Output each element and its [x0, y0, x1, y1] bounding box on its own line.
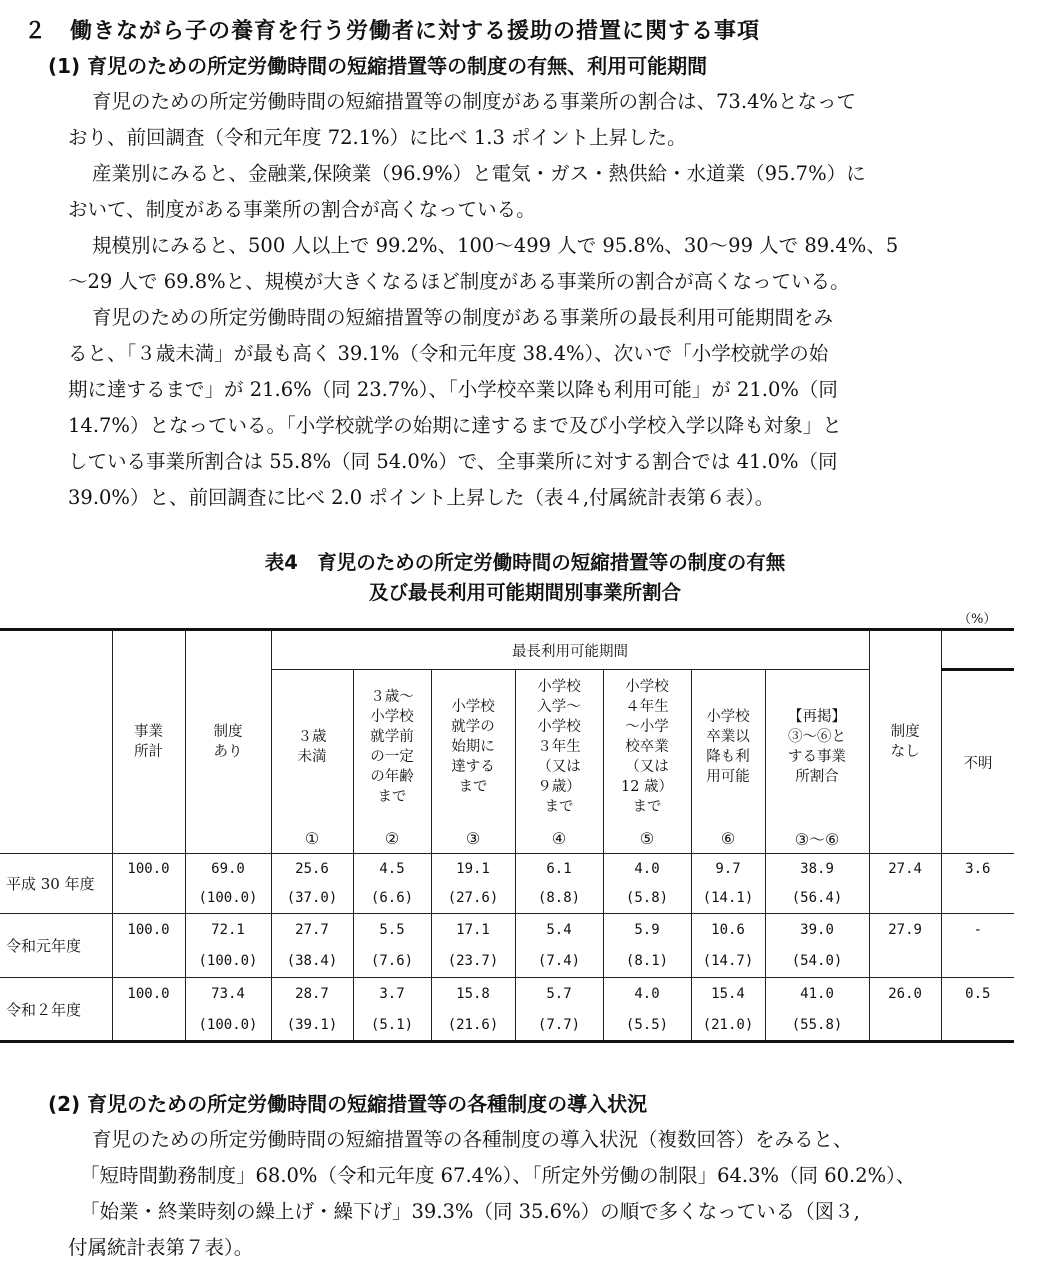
header-c5: 小学校 ４年生 ～小学 校卒業 （又は 12 歳） まで — [603, 670, 691, 824]
cell: (39.1) — [271, 1010, 353, 1042]
cell: (38.4) — [271, 946, 353, 978]
body-paragraphs-1 — [68, 84, 1018, 516]
cell: 15.8 — [431, 978, 515, 1010]
cell: (23.7) — [431, 946, 515, 978]
para3-line-1: 規模別にみると、500 人以上で 99.2%、100～499 人で 95.8%、30～99 人で 89.4%、5 — [92, 234, 899, 257]
cell: 3.6 — [941, 854, 1014, 884]
para4-line-4: 14.7%）となっている。「小学校就学の始期に達するまで及び小学校入学以降も対象」と — [68, 414, 842, 437]
section-heading: ２ 働きながら子の養育を行う労働者に対する援助の措置に関する事項 — [24, 19, 761, 44]
para5-line-3: 「始業・終業時刻の繰上げ・繰下げ」39.3%（同 35.6%）の順で多くなっている（図３, — [80, 1200, 860, 1223]
para5-line-4: 付属統計表第７表）。 — [68, 1236, 254, 1259]
cell: (100.0) — [185, 946, 271, 978]
para2-line-1: 産業別にみると、金融業,保険業（96.9%）と電気・ガス・熱供給・水道業（95.7%）に — [92, 162, 866, 185]
cell: - — [941, 914, 1014, 946]
para4-line-3: 期に達するまで」が 21.6%（同 23.7%）、「小学校卒業以降も利用可能」が 21.0%（同 — [68, 378, 838, 401]
cell: (100.0) — [185, 884, 271, 914]
cell: (8.8) — [515, 884, 603, 914]
header-total: 事業 所計 — [112, 630, 185, 854]
cell: (37.0) — [271, 884, 353, 914]
cell: 5.9 — [603, 914, 691, 946]
cell: (7.7) — [515, 1010, 603, 1042]
table-row — [0, 914, 1014, 946]
para1-line-2: おり、前回調査（令和元年度 72.1%）に比べ 1.3 ポイント上昇した。 — [68, 126, 687, 149]
header-c3: 小学校 就学の 始期に 達する まで — [431, 670, 515, 824]
cell: (55.8) — [765, 1010, 869, 1042]
para4-line-5: している事業所割合は 55.8%（同 54.0%）で、全事業所に対する割合では 41.0%（同 — [68, 450, 838, 473]
cell: 3.7 — [353, 978, 431, 1010]
header-group-period: 最長利用可能期間 — [271, 630, 869, 670]
cell: 27.9 — [869, 914, 941, 946]
header-saikei: 【再掲】 ③～⑥と する事業 所割合 — [765, 670, 869, 824]
para5-line-1: 育児のための所定労働時間の短縮措置等の各種制度の導入状況（複数回答）をみると、 — [92, 1128, 853, 1151]
cell: 73.4 — [185, 978, 271, 1010]
header-c2: ３歳～ 小学校 就学前 の一定 の年齢 まで — [353, 670, 431, 824]
circ-4: ④ — [515, 824, 603, 854]
cell: 38.9 — [765, 854, 869, 884]
header-corner — [0, 630, 112, 854]
cell: (56.4) — [765, 884, 869, 914]
table-caption-line-2: 及び最長利用可能期間別事業所割合 — [368, 581, 681, 604]
cell: (5.8) — [603, 884, 691, 914]
cell: 25.6 — [271, 854, 353, 884]
header-c1: ３歳 未満 — [271, 670, 353, 824]
cell: 0.5 — [941, 978, 1014, 1010]
row-label: 令和２年度 — [0, 978, 112, 1042]
body-paragraphs-2 — [68, 1122, 1018, 1266]
header-fumei-top — [941, 630, 1014, 670]
cell: 9.7 — [691, 854, 765, 884]
cell: 28.7 — [271, 978, 353, 1010]
cell: (6.6) — [353, 884, 431, 914]
circ-3: ③ — [431, 824, 515, 854]
cell: 4.0 — [603, 978, 691, 1010]
circ-6: ⑥ — [691, 824, 765, 854]
subsection-heading-1: (1) 育児のための所定労働時間の短縮措置等の制度の有無、利用可能期間 — [48, 54, 708, 78]
data-table — [0, 628, 1014, 1043]
cell: 100.0 — [112, 978, 185, 1010]
para1-line-1: 育児のための所定労働時間の短縮措置等の制度がある事業所の割合は、73.4%となって — [92, 90, 856, 113]
circ-1: ① — [271, 824, 353, 854]
cell: (5.5) — [603, 1010, 691, 1042]
cell: 19.1 — [431, 854, 515, 884]
cell: (100.0) — [185, 1010, 271, 1042]
cell: 5.5 — [353, 914, 431, 946]
cell: (5.1) — [353, 1010, 431, 1042]
para4-line-6: 39.0%）と、前回調査に比べ 2.0 ポイント上昇した（表４,付属統計表第６表）。 — [68, 486, 775, 509]
table-row-sub — [0, 946, 1014, 978]
cell: (8.1) — [603, 946, 691, 978]
para4-line-1: 育児のための所定労働時間の短縮措置等の制度がある事業所の最長利用可能期間をみ — [92, 306, 834, 329]
cell: (54.0) — [765, 946, 869, 978]
cell: 15.4 — [691, 978, 765, 1010]
table-row — [0, 854, 1014, 884]
para5-line-2: 「短時間勤務制度」68.0%（令和元年度 67.4%）、「所定外労働の制限」64.3%（同 60.2%）、 — [80, 1164, 916, 1187]
para3-line-2: ～29 人で 69.8%と、規模が大きくなるほど制度がある事業所の割合が高くなっている。 — [68, 270, 850, 293]
cell: (21.0) — [691, 1010, 765, 1042]
cell: 4.0 — [603, 854, 691, 884]
table-row — [0, 978, 1014, 1010]
para2-line-2: おいて、制度がある事業所の割合が高くなっている。 — [68, 198, 536, 221]
cell: 69.0 — [185, 854, 271, 884]
cell: 72.1 — [185, 914, 271, 946]
circ-2: ② — [353, 824, 431, 854]
cell: 27.4 — [869, 854, 941, 884]
cell: 100.0 — [112, 914, 185, 946]
header-seido-ari: 制度 あり — [185, 630, 271, 854]
row-label: 平成 30 年度 — [0, 854, 112, 914]
cell: 41.0 — [765, 978, 869, 1010]
cell: (27.6) — [431, 884, 515, 914]
cell: (7.6) — [353, 946, 431, 978]
table-unit: （%） — [958, 612, 997, 627]
table-row-sub — [0, 884, 1014, 914]
cell: (14.7) — [691, 946, 765, 978]
circ-3-6: ③～⑥ — [765, 824, 869, 854]
cell: 4.5 — [353, 854, 431, 884]
table-caption-line-1: 表4 育児のための所定労働時間の短縮措置等の制度の有無 — [264, 551, 786, 574]
cell: 5.4 — [515, 914, 603, 946]
cell: 27.7 — [271, 914, 353, 946]
row-label: 令和元年度 — [0, 914, 112, 978]
header-c4: 小学校 入学～ 小学校 ３年生 （又は ９歳） まで — [515, 670, 603, 824]
cell: 10.6 — [691, 914, 765, 946]
cell: 39.0 — [765, 914, 869, 946]
header-seido-nashi: 制度 なし — [869, 630, 941, 854]
header-fumei: 不明 — [941, 670, 1014, 854]
subsection-heading-2: (2) 育児のための所定労働時間の短縮措置等の各種制度の導入状況 — [48, 1092, 648, 1116]
cell: 100.0 — [112, 854, 185, 884]
cell: 5.7 — [515, 978, 603, 1010]
table-row-sub — [0, 1010, 1014, 1042]
cell: (21.6) — [431, 1010, 515, 1042]
cell: (14.1) — [691, 884, 765, 914]
cell: 17.1 — [431, 914, 515, 946]
cell: 6.1 — [515, 854, 603, 884]
circ-5: ⑤ — [603, 824, 691, 854]
cell: 26.0 — [869, 978, 941, 1010]
para4-line-2: ると、「３歳未満」が最も高く 39.1%（令和元年度 38.4%）、次いで「小学校就学の始 — [68, 342, 829, 365]
cell: (7.4) — [515, 946, 603, 978]
header-c6: 小学校 卒業以 降も利 用可能 — [691, 670, 765, 824]
